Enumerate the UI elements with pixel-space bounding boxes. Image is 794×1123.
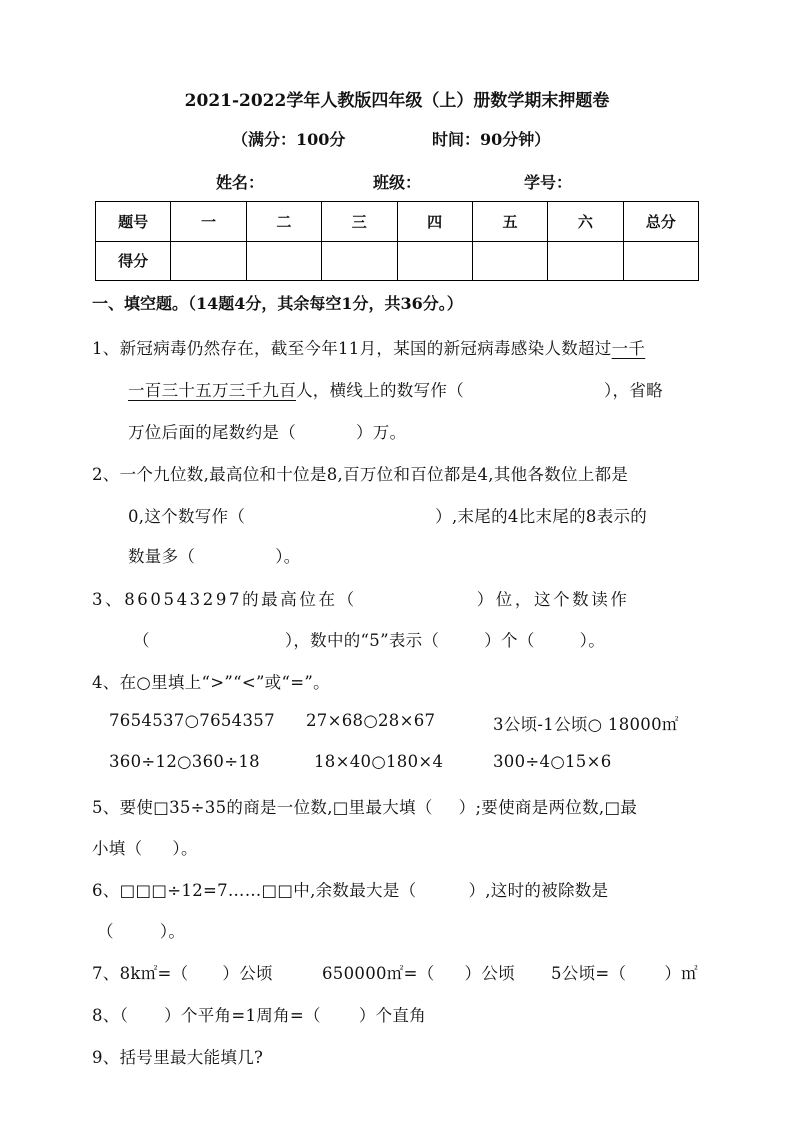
section-heading: 一、填空题。（14题4分，其余每空1分，共36分。） <box>92 294 463 313</box>
question-2-line-3: 数量多（ ）。 <box>128 547 301 566</box>
question-4-intro: 4、在○里填上“>”“<”或“=”。 <box>92 673 330 692</box>
student-id-label: 学号： <box>524 173 573 192</box>
score-row-label: 得分 <box>96 241 171 281</box>
question-8: 8、（ ）个平角=1周角=（ ）个直角 <box>92 1006 427 1025</box>
score-cell[interactable] <box>623 241 698 281</box>
question-2-line-2: 0,这个数写作（ ）,末尾的4比末尾的8表示的 <box>128 507 648 526</box>
exam-time: 时间：90分钟） <box>432 130 551 149</box>
score-header-cell: 五 <box>472 202 547 242</box>
comparison-item[interactable]: 7654537○7654357 <box>109 711 275 730</box>
question-7-part-b: 650000㎡=（ ）公顷 <box>322 964 515 983</box>
question-1-line-3: 万位后面的尾数约是（ ）万。 <box>128 423 407 442</box>
page-title: 2021-2022学年人教版四年级（上）册数学期末押题卷 <box>184 91 610 111</box>
score-header-cell: 三 <box>322 202 397 242</box>
question-7-part-c: 5公顷=（ ）㎡ <box>551 964 698 983</box>
question-9: 9、括号里最大能填几? <box>92 1048 264 1067</box>
question-6-line-2: （ ）。 <box>97 922 186 941</box>
question-7-part-a: 7、8k㎡=（ ）公顷 <box>92 964 273 983</box>
score-table-score-row <box>96 241 699 281</box>
score-table-header-row <box>96 202 699 242</box>
score-header-cell: 题号 <box>96 202 171 242</box>
class-label: 班级： <box>373 173 422 192</box>
comparison-item[interactable]: 360÷12○360÷18 <box>109 752 260 771</box>
question-2-line-1: 2、一个九位数,最高位和十位是8,百万位和百位都是4,其他各数位上都是 <box>92 465 629 484</box>
score-table <box>95 201 699 281</box>
name-label: 姓名： <box>216 173 265 192</box>
comparison-item[interactable]: 18×40○180×4 <box>314 752 444 771</box>
question-1-line-1: 1、新冠病毒仍然存在，截至今年11月，某国的新冠病毒感染人数超过一千 <box>92 339 646 358</box>
full-score: （满分：100分 <box>232 130 346 149</box>
comparison-item[interactable]: 27×68○28×67 <box>306 711 436 730</box>
question-6-line-1: 6、□□□÷12=7……□□中,余数最大是（ ）,这时的被除数是 <box>92 881 609 900</box>
comparison-item[interactable]: 300÷4○15×6 <box>493 752 612 771</box>
score-header-cell: 总分 <box>623 202 698 242</box>
score-header-cell: 一 <box>171 202 246 242</box>
score-cell[interactable] <box>322 241 397 281</box>
score-header-cell: 四 <box>397 202 472 242</box>
question-5-line-2: 小填（ ）。 <box>92 839 198 858</box>
question-1-line-2: 一百三十五万三千九百人，横线上的数写作（ ），省略 <box>128 381 663 400</box>
score-cell[interactable] <box>397 241 472 281</box>
score-cell[interactable] <box>171 241 246 281</box>
comparison-item[interactable]: 3公顷-1公顷○ 18000㎡ <box>493 715 679 734</box>
score-cell[interactable] <box>548 241 623 281</box>
score-cell[interactable] <box>472 241 547 281</box>
score-cell[interactable] <box>246 241 321 281</box>
question-3-line-1: 3、860543297的最高位在（ ）位，这个数读作 <box>92 590 630 609</box>
question-3-line-2: （ ），数中的“5”表示（ ）个（ ）。 <box>133 631 605 650</box>
score-header-cell: 六 <box>548 202 623 242</box>
score-header-cell: 二 <box>246 202 321 242</box>
question-5-line-1: 5、要使□35÷35的商是一位数,□里最大填（ ）;要使商是两位数,□最 <box>92 798 638 817</box>
